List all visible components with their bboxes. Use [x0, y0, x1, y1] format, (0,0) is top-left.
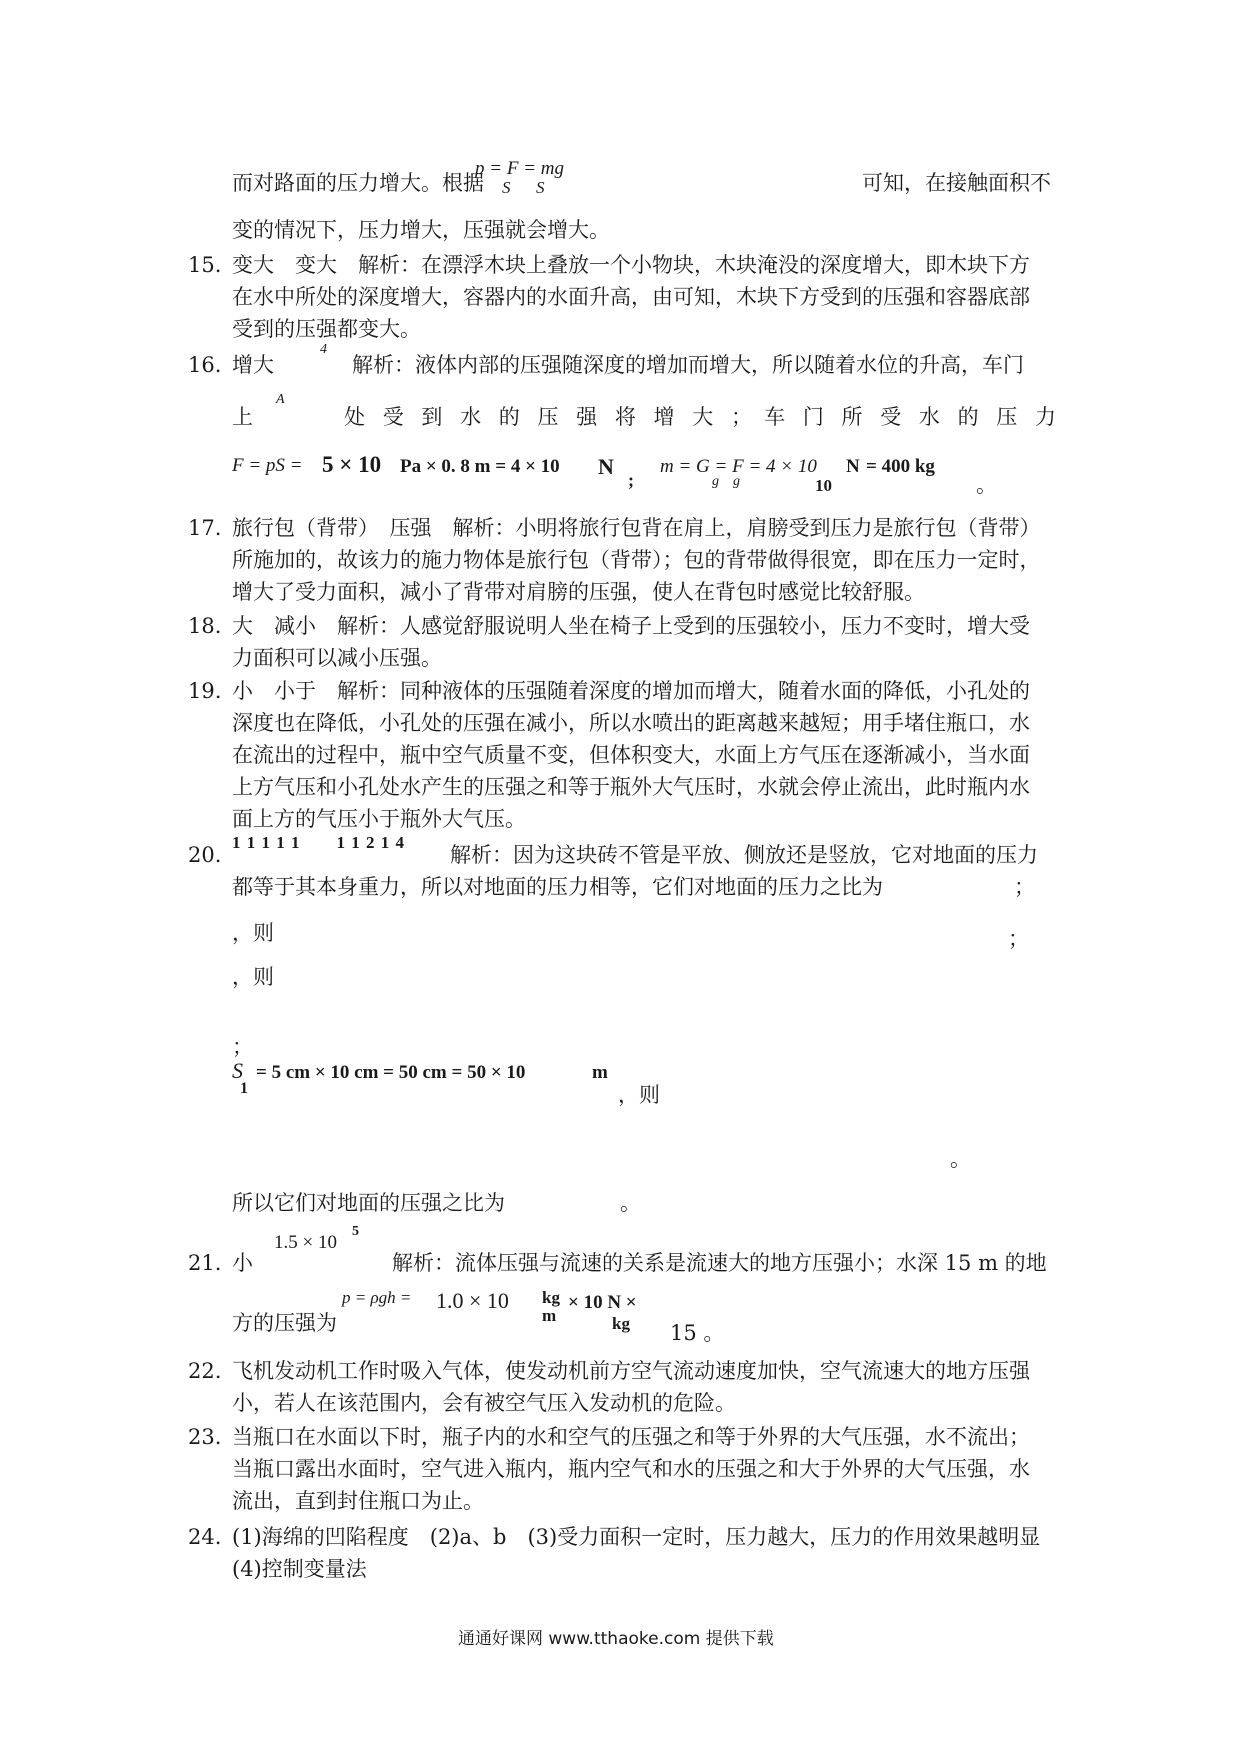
separator: ; — [628, 470, 634, 490]
area-formula: = 5 cm × 10 cm = 50 cm = 50 × 10 — [256, 1062, 526, 1083]
question-number: 23. — [188, 1425, 222, 1449]
separator: ； — [1014, 875, 1035, 899]
area-symbol: S — [232, 1058, 243, 1083]
answer-line: 上方气压和小孔处水产生的压强之和等于瓶外大气压时，水就会停止流出，此时瓶内水 — [232, 775, 1030, 799]
answer-line: 解析：液体内部的压强随深度的增加而增大，所以随着水位的升高，车门 — [352, 353, 1024, 377]
answer-line: 旅行包（背带） 压强 解析：小明将旅行包背在肩上，肩膀受到压力是旅行包（背带） — [232, 516, 1041, 540]
formula-mass: m = G = F = 4 × 10 — [660, 456, 817, 477]
answer-line: 处 受 到 水 的 压 强 将 增 大 ； 车 门 所 受 水 的 压 力 — [344, 405, 1056, 429]
formula-pressure-bottom: S S — [502, 178, 545, 197]
unit-denominator: m — [542, 1306, 557, 1325]
formula-unit: N — [598, 454, 614, 479]
text-line: 变的情况下，压力增大，压强就会增大。 — [232, 218, 610, 242]
formula-result: = 400 kg — [866, 456, 935, 477]
question-number: 22. — [188, 1359, 222, 1383]
answer-line: 小 小于 解析：同种液体的压强随着深度的增加而增大，随着水面的降低，小孔处的 — [232, 679, 1030, 703]
period: 。 — [976, 473, 997, 497]
answer-line: 当瓶口在水面以下时，瓶子内的水和空气的压强之和等于外界的大气压强，水不流出； — [232, 1425, 1030, 1449]
question-number: 24. — [188, 1525, 222, 1549]
formula-pressure-top: p = F = mg — [475, 158, 564, 179]
answer-line: 15 。 — [670, 1321, 725, 1345]
answer-line: 在流出的过程中，瓶中空气质量不变，但体积变大，水面上方气压在逐渐减小，当水面 — [232, 743, 1030, 767]
answer-line: 流出，直到封住瓶口为止。 — [232, 1489, 484, 1513]
answer-line: 所施加的，故该力的施力物体是旅行包（背带）；包的背带做得很宽，即在压力一定时， — [232, 548, 1041, 572]
formula-value: 5 × 10 — [322, 452, 382, 477]
question-number: 18. — [188, 614, 222, 638]
answer-line: 力面积可以减小压强。 — [232, 646, 442, 670]
formula-unit: N — [846, 456, 860, 477]
unit-denominator: kg — [612, 1314, 630, 1333]
text-line: 而对路面的压力增大。根据 — [232, 171, 484, 195]
formula-denominator: 10 — [815, 476, 832, 495]
answer-line: 增大了受力面积，减小了背带对肩膀的压强，使人在背包时感觉比较舒服。 — [232, 580, 925, 604]
answer-line: 当瓶口露出水面时，空气进入瓶内，瓶内空气和水的压强之和大于外界的大气压强，水 — [232, 1457, 1030, 1481]
superscript: 4 — [320, 342, 327, 357]
formula-force: F = pS = — [232, 455, 303, 476]
unit-numerator: kg — [542, 1288, 560, 1307]
formula-denominator: g g — [712, 474, 740, 489]
answer-line: 所以它们对地面的压强之比为 — [232, 1191, 505, 1215]
answer-line: 受到的压强都变大。 — [232, 317, 421, 341]
answer-line: 大 减小 解析：人感觉舒服说明人坐在椅子上受到的压强较小，压力不变时，增大受 — [232, 614, 1030, 638]
formula-value: × 10 N × — [568, 1292, 637, 1313]
answer-line: ，则 — [232, 921, 274, 945]
point-label: A — [276, 392, 285, 407]
text-line: 可知，在接触面积不 — [862, 171, 1051, 195]
answer-line: (1)海绵的凹陷程度 (2)a、b (3)受力面积一定时，压力越大，压力的作用效果越明显 — [232, 1525, 1041, 1549]
answer-line: 上 — [232, 405, 253, 429]
ratio-answer: 1 1 1 1 1 1 1 2 1 4 — [232, 833, 405, 852]
question-number: 16. — [188, 353, 222, 377]
answer-line: 变大 变大 解析：在漂浮木块上叠放一个小物块，木块淹没的深度增大，即木块下方 — [232, 253, 1030, 277]
formula-value: 1.0 × 10 — [436, 1288, 509, 1313]
question-number: 15. — [188, 253, 222, 277]
pressure-value: 1.5 × 10 — [274, 1232, 337, 1253]
exponent: 5 — [352, 1224, 359, 1239]
answer-line: 在水中所处的深度增大，容器内的水面升高，由可知，木块下方受到的压强和容器底部 — [232, 285, 1030, 309]
answer-line: ，则 — [232, 965, 274, 989]
answer-line: 方的压强为 — [232, 1311, 337, 1335]
answer-line: 都等于其本身重力，所以对地面的压力相等，它们对地面的压力之比为 — [232, 875, 883, 899]
answer-line: 面上方的气压小于瓶外大气压。 — [232, 807, 526, 831]
area-unit: m — [592, 1062, 608, 1083]
answer-line: (4)控制变量法 — [232, 1557, 367, 1581]
separator: ； — [232, 1035, 253, 1059]
answer-line: ，则 — [618, 1083, 660, 1107]
answer-line: 增大 — [232, 353, 274, 377]
formula-pressure: p = ρgh = — [342, 1288, 412, 1307]
answer-line: 小 — [232, 1251, 253, 1275]
answer-line: 小，若人在该范围内，会有被空气压入发动机的危险。 — [232, 1391, 736, 1415]
answer-line: 解析：因为这块砖不管是平放、侧放还是竖放，它对地面的压力 — [450, 843, 1038, 867]
question-number: 19. — [188, 679, 222, 703]
question-number: 17. — [188, 516, 222, 540]
answer-line: 飞机发动机工作时吸入气体，使发动机前方空气流动速度加快，空气流速大的地方压强 — [232, 1359, 1030, 1383]
period: 。 — [950, 1147, 971, 1171]
question-number: 20. — [188, 843, 222, 867]
separator: ； — [1008, 927, 1029, 951]
area-subscript: 1 — [240, 1080, 248, 1097]
question-number: 21. — [188, 1251, 222, 1275]
answer-line: 解析：流体压强与流速的关系是流速大的地方压强小；水深 15 m 的地 — [392, 1251, 1047, 1275]
period: 。 — [620, 1191, 641, 1215]
page-footer: 通通好课网 www.tthaoke.com 提供下载 — [458, 1629, 774, 1649]
formula-value: Pa × 0. 8 m = 4 × 10 — [400, 456, 560, 477]
answer-line: 深度也在降低，小孔处的压强在减小，所以水喷出的距离越来越短；用手堵住瓶口，水 — [232, 711, 1030, 735]
